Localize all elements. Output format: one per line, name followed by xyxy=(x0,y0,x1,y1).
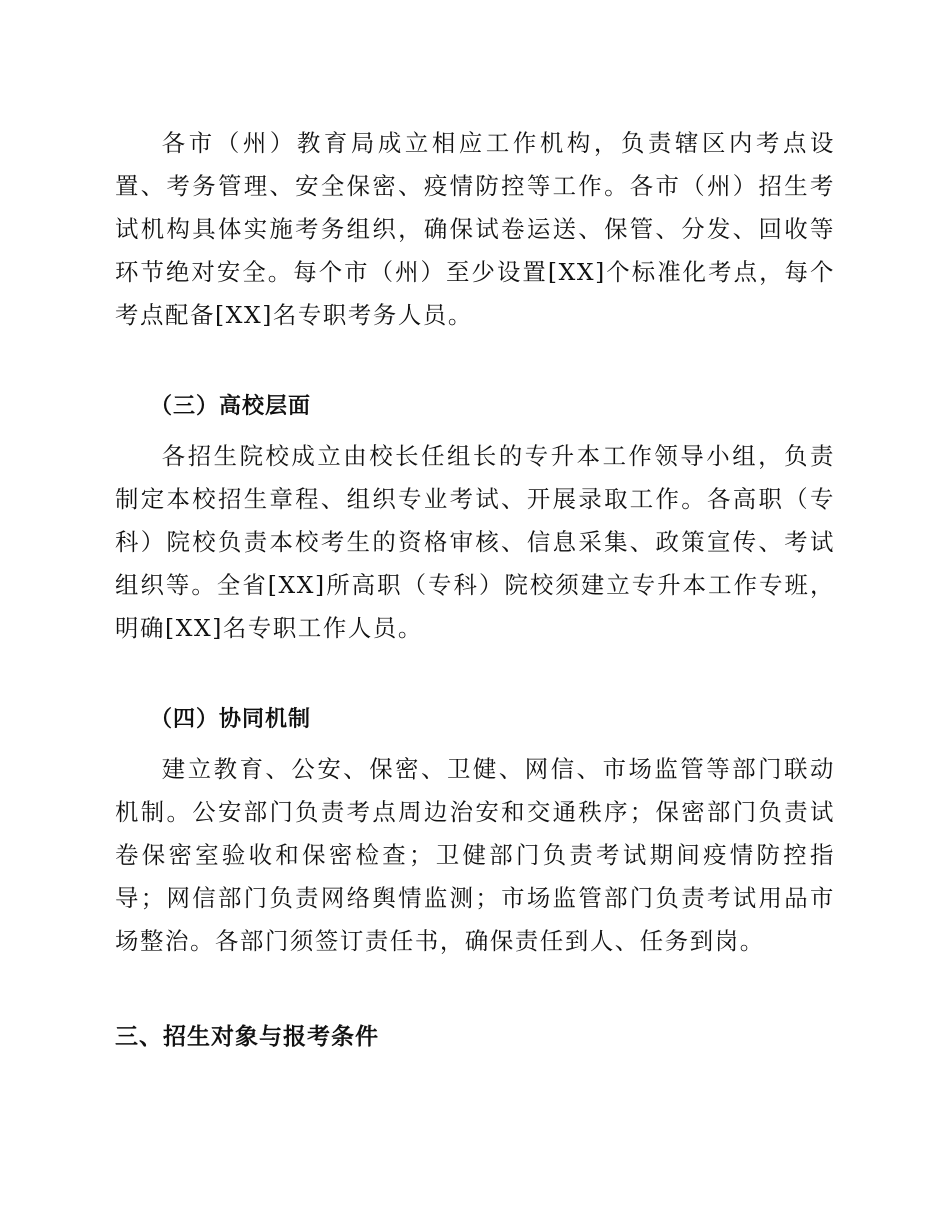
section-title-coordination-mechanism: （四）协同机制 xyxy=(150,707,312,732)
paragraph-coordination-mechanism: 建立教育、公安、保密、卫健、网信、市场监管等部门联动机制。公安部门负责考点周边治安和交通秩序；保密部门负责试卷保密室验收和保密检查；卫健部门负责考试期间疫情防控指导；网信部门负责网络舆情监测；市场监管部门负责考试用品市场整治。各部门须签订责任书，确保责任到人、任务到岗。 xyxy=(115,755,835,955)
section-title-university-level: （三）高校层面 xyxy=(150,394,312,419)
paragraph-city-education-bureau: 各市（州）教育局成立相应工作机构，负责辖区内考点设置、考务管理、安全保密、疫情防控等工作。各市（州）招生考试机构具体实施考务组织，确保试卷运送、保管、分发、回收等环节绝对安全。每个市（州）至少设置[XX]个标准化考点，每个考点配备[XX]名专职考务人员。 xyxy=(115,129,835,329)
chapter-title-enrollment-conditions: 三、招生对象与报考条件 xyxy=(115,1024,379,1050)
paragraph-university-level: 各招生院校成立由校长任组长的专升本工作领导小组，负责制定本校招生章程、组织专业考试、开展录取工作。各高职（专科）院校负责本校考生的资格审核、信息采集、政策宣传、考试组织等。全省[XX]所高职（专科）院校须建立专升本工作专班，明确[XX]名专职工作人员。 xyxy=(115,442,835,642)
